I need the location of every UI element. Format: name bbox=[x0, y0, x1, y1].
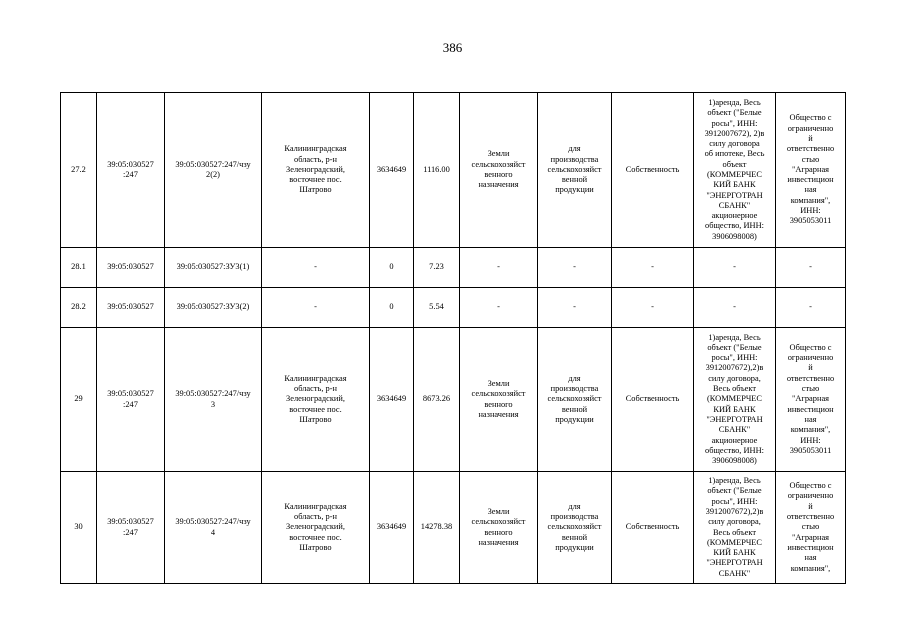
encumbrance-cell bbox=[694, 93, 776, 248]
plot-part-cell bbox=[165, 328, 262, 472]
plot-part-cell bbox=[165, 248, 262, 288]
table-body bbox=[61, 93, 846, 584]
cell-line: Земли bbox=[487, 506, 510, 516]
cell-line: 39:05:030527 bbox=[107, 262, 154, 272]
owner-cell bbox=[776, 93, 846, 248]
cell-line: (КОММЕРЧЕС bbox=[706, 537, 763, 547]
cell-line: акционерное bbox=[711, 211, 758, 221]
cell-line: венной bbox=[561, 175, 588, 185]
cell-line: компания", bbox=[790, 195, 831, 205]
table-row bbox=[61, 93, 846, 248]
cell-line: область, р-н bbox=[294, 384, 337, 394]
cell-line: "Аграрная bbox=[791, 532, 830, 542]
cell-line: ИНН: bbox=[800, 206, 821, 216]
cell-line: :247 bbox=[123, 527, 138, 537]
owner-cell bbox=[776, 248, 846, 288]
cell-line: - bbox=[497, 302, 500, 312]
cell-line: ответственно bbox=[786, 144, 835, 154]
cell-line: восточнее пос. bbox=[289, 532, 342, 542]
cell-line: 2(2) bbox=[206, 170, 220, 179]
land-category-cell bbox=[460, 288, 538, 328]
cell-line: силу договора bbox=[709, 139, 760, 149]
cell-line: 39:05:030527 bbox=[107, 302, 154, 312]
plot-part-cell bbox=[165, 472, 262, 584]
cell-line: 39:05:030527:ЗУ3(1) bbox=[176, 262, 250, 272]
cell-line: ИНН: bbox=[800, 435, 821, 445]
cell-line: стью bbox=[801, 154, 820, 164]
code-cell: 0 bbox=[370, 248, 414, 288]
cell-line: 39:05:030527 bbox=[107, 517, 154, 527]
cell-line: - bbox=[809, 302, 812, 312]
cell-line: объект bbox=[722, 159, 747, 169]
address-cell bbox=[262, 248, 370, 288]
cell-line: Шатрово bbox=[299, 414, 332, 424]
cell-line: восточнее пос. bbox=[289, 404, 342, 414]
cell-line: назначения bbox=[478, 537, 519, 547]
plot-part-cell bbox=[165, 93, 262, 248]
owner-cell bbox=[776, 328, 846, 472]
cell-line: производства bbox=[550, 154, 599, 164]
right-type-cell: - bbox=[612, 288, 694, 328]
cell-line: 3905053011 bbox=[789, 216, 832, 226]
area-cell: 8673.26 bbox=[414, 328, 460, 472]
cell-line: - bbox=[314, 302, 317, 312]
cell-line: восточнее пос. bbox=[289, 175, 342, 185]
area-cell: 7.23 bbox=[414, 248, 460, 288]
cell-line: 1)аренда, Весь bbox=[708, 332, 761, 342]
cell-line: 3 bbox=[210, 399, 216, 409]
row-number-cell: 29 bbox=[61, 328, 97, 472]
cell-line: венного bbox=[484, 399, 513, 409]
cell-line: СБАНК" bbox=[718, 200, 751, 210]
owner-cell bbox=[776, 288, 846, 328]
cell-line: Общество с bbox=[789, 481, 832, 491]
cell-line: 4 bbox=[210, 527, 216, 537]
cell-line: общество, ИНН: bbox=[705, 221, 764, 231]
cell-line: Общество с bbox=[789, 342, 832, 352]
cell-line: сельскохозяйст bbox=[471, 389, 526, 399]
cell-line: (КОММЕРЧЕС bbox=[706, 170, 763, 179]
cell-line: стью bbox=[801, 522, 820, 532]
cell-line: Весь объект bbox=[712, 384, 757, 394]
table-row bbox=[61, 328, 846, 472]
cell-line: росы", ИНН: bbox=[711, 353, 758, 363]
cell-line: й bbox=[808, 133, 813, 143]
cell-line: сельскохозяйст bbox=[547, 522, 602, 532]
cell-line: Зеленоградский, bbox=[286, 394, 345, 404]
cell-line: СБАНК" bbox=[718, 425, 751, 435]
land-category-cell bbox=[460, 328, 538, 472]
cell-line: ответственно bbox=[786, 373, 835, 383]
cell-line: сельскохозяйст bbox=[547, 164, 602, 174]
permitted-use-cell bbox=[538, 248, 612, 288]
cadastral-number-cell bbox=[97, 248, 165, 288]
address-cell bbox=[262, 93, 370, 248]
area-cell: 5.54 bbox=[414, 288, 460, 328]
code-cell: 3634649 bbox=[370, 472, 414, 584]
cell-line: КИЙ БАНК bbox=[713, 548, 756, 558]
cell-line: назначения bbox=[478, 180, 519, 190]
cell-line: ограниченно bbox=[787, 123, 834, 133]
cadastral-number-cell bbox=[97, 472, 165, 584]
code-cell: 0 bbox=[370, 288, 414, 328]
encumbrance-cell bbox=[694, 288, 776, 328]
table-row bbox=[61, 248, 846, 288]
cadastral-number-cell bbox=[97, 93, 165, 248]
cell-line: область, р-н bbox=[294, 512, 337, 522]
cell-line: Калининградская bbox=[284, 373, 347, 383]
cell-line: 3912007672), 2)в bbox=[704, 128, 765, 138]
cell-line: 3912007672),2)в bbox=[705, 506, 764, 516]
cell-line: сельскохозяйст bbox=[471, 159, 526, 169]
cell-line: росы", ИНН: bbox=[711, 118, 758, 128]
cell-line: 39:05:030527:247/чзу bbox=[175, 159, 251, 169]
cell-line: Шатрово bbox=[299, 542, 332, 552]
cell-line: 3906098008) bbox=[712, 231, 757, 241]
cell-line: "ЭНЕРГОТРАН bbox=[706, 190, 763, 200]
code-cell: 3634649 bbox=[370, 328, 414, 472]
cell-line: сельскохозяйст bbox=[471, 517, 526, 527]
cell-line: венного bbox=[484, 527, 513, 537]
cell-line: "ЭНЕРГОТРАН bbox=[706, 558, 763, 568]
cell-line: ная bbox=[804, 185, 817, 195]
cell-line: объект ("Белые bbox=[707, 486, 762, 496]
row-number-cell: 30 bbox=[61, 472, 97, 584]
code-cell: 3634649 bbox=[370, 93, 414, 248]
right-type-cell: Собственность bbox=[612, 93, 694, 248]
cell-line: Зеленоградский, bbox=[286, 164, 345, 174]
land-category-cell bbox=[460, 248, 538, 288]
land-plot-table bbox=[60, 92, 846, 584]
cell-line: Общество с bbox=[789, 113, 832, 123]
cell-line: 1)аренда, Весь bbox=[708, 97, 761, 107]
plot-part-cell bbox=[165, 288, 262, 328]
owner-cell bbox=[776, 472, 846, 584]
cell-line: область, р-н bbox=[294, 154, 337, 164]
cell-line: "Аграрная bbox=[791, 394, 830, 404]
cell-line: Весь объект bbox=[712, 527, 757, 537]
cell-line: - bbox=[497, 262, 500, 272]
right-type-cell: Собственность bbox=[612, 328, 694, 472]
cell-line: объект ("Белые bbox=[707, 342, 762, 352]
address-cell bbox=[262, 288, 370, 328]
cell-line: инвестицион bbox=[787, 542, 834, 552]
cell-line: 39:05:030527:ЗУ3(2) bbox=[176, 302, 250, 312]
cell-line: сельскохозяйст bbox=[547, 394, 602, 404]
cell-line: 3906098008) bbox=[712, 456, 757, 466]
cell-line: для bbox=[568, 373, 581, 383]
cell-line: стью bbox=[801, 384, 820, 394]
cadastral-number-cell bbox=[97, 288, 165, 328]
cell-line: КИЙ БАНК bbox=[713, 180, 756, 190]
cell-line: продукции bbox=[555, 185, 594, 195]
cell-line: - bbox=[573, 262, 576, 272]
cell-line: - bbox=[733, 302, 736, 312]
cell-line: силу договора, bbox=[708, 373, 761, 383]
cell-line: Калининградская bbox=[284, 501, 347, 511]
cell-line: венной bbox=[561, 404, 588, 414]
cell-line: "ЭНЕРГОТРАН bbox=[706, 414, 763, 424]
address-cell bbox=[262, 328, 370, 472]
address-cell bbox=[262, 472, 370, 584]
cell-line: - bbox=[573, 302, 576, 312]
encumbrance-cell bbox=[694, 472, 776, 584]
cell-line: :247 bbox=[123, 399, 138, 409]
land-category-cell bbox=[460, 93, 538, 248]
row-number-cell: 28.1 bbox=[61, 248, 97, 288]
cell-line: - bbox=[809, 262, 812, 272]
permitted-use-cell bbox=[538, 472, 612, 584]
cell-line: 3912007672),2)в bbox=[705, 363, 764, 373]
area-cell: 1116.00 bbox=[414, 93, 460, 248]
table-row bbox=[61, 472, 846, 584]
cell-line: об ипотеке, Весь bbox=[704, 149, 765, 159]
row-number-cell: 27.2 bbox=[61, 93, 97, 248]
cell-line: инвестицион bbox=[787, 404, 834, 414]
cell-line: силу договора, bbox=[708, 517, 761, 527]
cell-line: продукции bbox=[555, 414, 594, 424]
cell-line: Калининградская bbox=[284, 144, 347, 154]
right-type-cell: Собственность bbox=[612, 472, 694, 584]
cell-line: компания", bbox=[790, 425, 831, 435]
cell-line: :247 bbox=[123, 170, 138, 179]
permitted-use-cell bbox=[538, 288, 612, 328]
cell-line: объект ("Белые bbox=[707, 108, 762, 118]
cell-line: 1)аренда, Весь bbox=[708, 476, 761, 486]
cell-line: ная bbox=[804, 414, 817, 424]
cell-line: производства bbox=[550, 512, 599, 522]
cell-line: 3905053011 bbox=[789, 445, 832, 455]
cell-line: 39:05:030527 bbox=[107, 159, 154, 169]
cell-line: й bbox=[808, 501, 813, 511]
cell-line: Зеленоградский, bbox=[286, 522, 345, 532]
cell-line: - bbox=[314, 262, 317, 272]
cell-line: инвестицион bbox=[787, 175, 834, 185]
cell-line: 39:05:030527:247/чзу bbox=[175, 517, 251, 527]
cell-line: Земли bbox=[487, 378, 510, 388]
cell-line: (КОММЕРЧЕС bbox=[706, 394, 763, 404]
cell-line: росы", ИНН: bbox=[711, 496, 758, 506]
encumbrance-cell bbox=[694, 248, 776, 288]
cell-line: 39:05:030527:247/чзу bbox=[175, 389, 251, 399]
cell-line: для bbox=[568, 144, 581, 154]
cell-line: Земли bbox=[487, 149, 510, 159]
page-number: 386 bbox=[442, 40, 463, 55]
cell-line: ограниченно bbox=[787, 353, 834, 363]
cell-line: СБАНК" bbox=[718, 568, 751, 578]
cell-line: ответственно bbox=[786, 512, 835, 522]
area-cell: 14278.38 bbox=[414, 472, 460, 584]
cell-line: "Аграрная bbox=[791, 164, 830, 174]
cell-line: 39:05:030527 bbox=[107, 389, 154, 399]
encumbrance-cell bbox=[694, 328, 776, 472]
cell-line: венного bbox=[484, 170, 513, 179]
cell-line: венной bbox=[561, 532, 588, 542]
row-number-cell: 28.2 bbox=[61, 288, 97, 328]
permitted-use-cell bbox=[538, 93, 612, 248]
permitted-use-cell bbox=[538, 328, 612, 472]
cell-line: производства bbox=[550, 384, 599, 394]
cell-line: назначения bbox=[478, 409, 519, 419]
cell-line: ограниченно bbox=[787, 491, 834, 501]
cell-line: Шатрово bbox=[299, 185, 332, 195]
cell-line: КИЙ БАНК bbox=[713, 404, 756, 414]
cell-line: акционерное bbox=[711, 435, 758, 445]
cell-line: для bbox=[568, 501, 581, 511]
table-row bbox=[61, 288, 846, 328]
cell-line: ная bbox=[804, 553, 817, 563]
cell-line: компания", bbox=[790, 563, 831, 573]
cell-line: продукции bbox=[555, 542, 594, 552]
right-type-cell: - bbox=[612, 248, 694, 288]
cell-line: - bbox=[733, 262, 736, 272]
cell-line: й bbox=[808, 363, 813, 373]
land-category-cell bbox=[460, 472, 538, 584]
cell-line: общество, ИНН: bbox=[705, 445, 764, 455]
cadastral-number-cell bbox=[97, 328, 165, 472]
